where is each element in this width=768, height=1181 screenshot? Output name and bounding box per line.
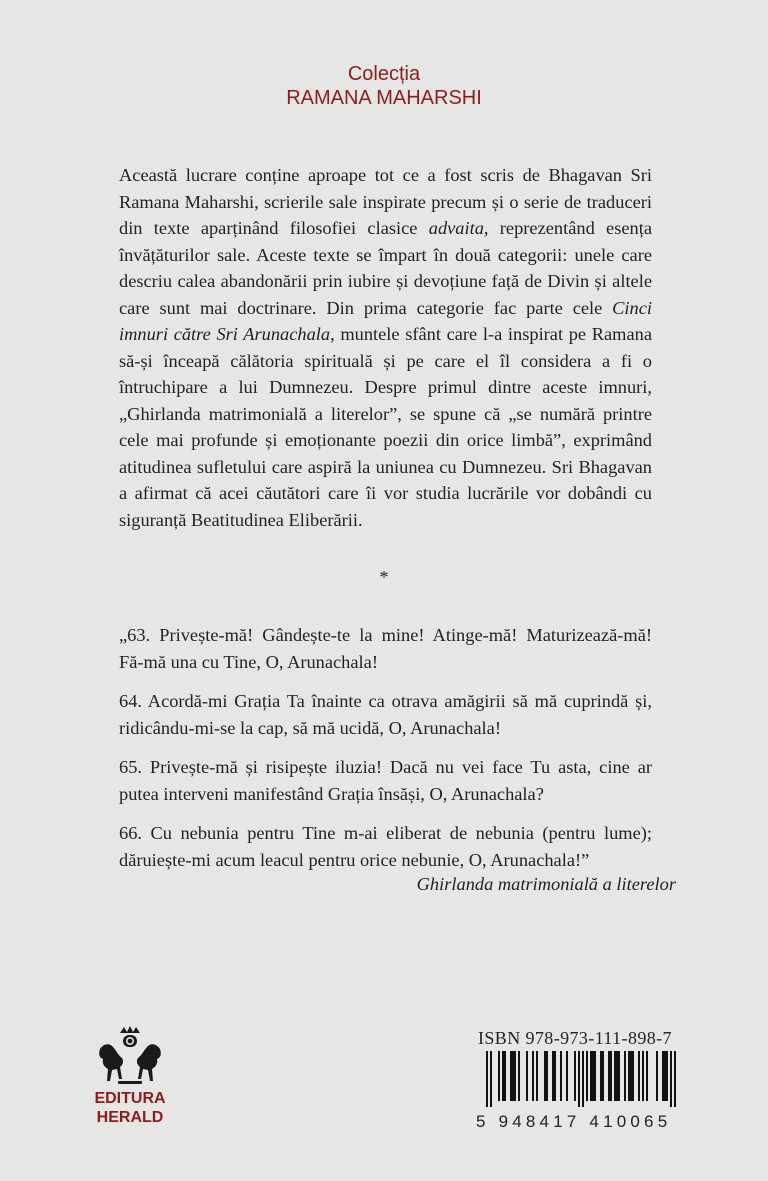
description-part2: , reprezentând esența învățăturilor sale. Aceste texte se împart în două categorii: unele care descriu calea abandonării prin iubire și devoțiune față de Divin și altele care sunt mai doctrinare. Din prima categorie fac parte cele (119, 218, 653, 318)
barcode-bar (586, 1051, 588, 1101)
barcode-bar (662, 1051, 664, 1101)
verse: 65. Privește-mă și risipește iluzia! Dacă nu vei face Tu asta, cine ar putea interveni manifestând Grația însăși, O, Arunachala? (119, 757, 652, 804)
barcode-bar (616, 1051, 618, 1101)
description-part1: Această lucrare conține aproape tot ce a fost scris de Bhagavan Sri Ramana Maharshi, scrierile sale inspirate precum și o serie de traduceri din texte aparținând filosofiei clasice (119, 165, 652, 238)
barcode-bar (624, 1051, 626, 1101)
description-emph2: Cinci imnuri către Sri Arunachala (119, 297, 652, 344)
description-paragraph (119, 162, 652, 533)
barcode-bar (526, 1051, 528, 1101)
verse: 64. Acordă-mi Grația Ta înainte ca otrava amăgirii să mă cuprindă și, ridicându-mi-se la cap, să mă ucidă, O, Arunachala! (119, 691, 652, 738)
barcode-bar (560, 1051, 562, 1101)
barcode-bar (490, 1051, 492, 1107)
publisher-line2: HERALD (96, 1109, 164, 1126)
verse: 66. Cu nebunia pentru Tine m-ai eliberat de nebunia (pentru lume); dăruiește-mi acum leacul pentru orice nebunie, O, Arunachala!” (119, 823, 652, 870)
barcode-bar (610, 1051, 612, 1101)
barcode-bar (504, 1051, 506, 1101)
barcode-bar (578, 1051, 580, 1107)
barcode-bar (618, 1051, 620, 1101)
series-title: RAMANA MAHARSHI (286, 87, 482, 109)
barcode-block (474, 1028, 686, 1132)
herald-logo-icon (94, 1025, 166, 1087)
barcode-bar (646, 1051, 648, 1101)
barcode-bar (666, 1051, 668, 1101)
barcode-bar (498, 1051, 500, 1101)
barcode-bar (608, 1051, 610, 1101)
barcode-bar (594, 1051, 596, 1101)
barcode-bar (566, 1051, 568, 1101)
barcode-bar (532, 1051, 534, 1101)
series-label: Colecția (347, 63, 421, 85)
series-header (0, 62, 768, 110)
publisher-logo (78, 1025, 182, 1127)
barcode-bar (502, 1051, 504, 1101)
barcode-bar (674, 1051, 676, 1107)
barcode-bar (670, 1051, 672, 1107)
barcode-bar (510, 1051, 512, 1101)
barcode-bars (474, 1049, 686, 1107)
barcode-bar (632, 1051, 634, 1101)
barcode-bar (600, 1051, 602, 1101)
barcode-bar (544, 1051, 546, 1101)
barcode-bar (664, 1051, 666, 1101)
barcode-bar (552, 1051, 554, 1101)
verse: „63. Privește-mă! Gândește-te la mine! Atinge-mă! Maturizează-mă! Fă-mă una cu Tine, O, Arunachala! (119, 625, 652, 672)
publisher-line1: EDITURA (94, 1090, 166, 1107)
verses-block (119, 622, 652, 886)
separator: * (379, 567, 389, 587)
barcode-bar (642, 1051, 644, 1101)
barcode-bar (554, 1051, 556, 1101)
barcode-bar (514, 1051, 516, 1101)
barcode-bar (630, 1051, 632, 1101)
barcode-bar (512, 1051, 514, 1101)
barcode-bar (592, 1051, 594, 1101)
barcode-bar (628, 1051, 630, 1101)
description-part3: , muntele sfânt care l-a inspirat pe Ramana să-și înceapă călătoria spirituală și pe care el îl considera a fi o întruchipare a lui Dumnezeu. Despre primul dintre aceste imnuri, „Ghirlanda matrimonială a literelor”, se spune că „se numără printre cele mai profunde și emoționante poezii din orice limbă”, exprimând atitudinea sufletului care aspiră la uniunea cu Dumnezeu. Sri Bhagavan a afirmat că acei căutători care îi vor studia lucrările vor dobândi cu siguranță Beatitudinea Eliberării. (119, 324, 652, 530)
barcode-digits: 5 948417 410065 (476, 1112, 672, 1131)
barcode-bar (546, 1051, 548, 1101)
barcode-bar (486, 1051, 488, 1107)
barcode-bar (518, 1051, 520, 1101)
isbn-text: ISBN 978-973-111-898-7 (478, 1028, 672, 1048)
barcode-bar (614, 1051, 616, 1101)
barcode-bar (656, 1051, 658, 1101)
barcode-bar (582, 1051, 584, 1107)
verse-attribution: Ghirlanda matrimonială a literelor (416, 874, 676, 894)
barcode-bar (602, 1051, 604, 1101)
description-emph1: advaita (428, 218, 484, 238)
barcode-bar (590, 1051, 592, 1101)
barcode-bar (536, 1051, 538, 1101)
barcode-bar (574, 1051, 576, 1101)
description-text (119, 162, 652, 533)
barcode-bar (638, 1051, 640, 1101)
